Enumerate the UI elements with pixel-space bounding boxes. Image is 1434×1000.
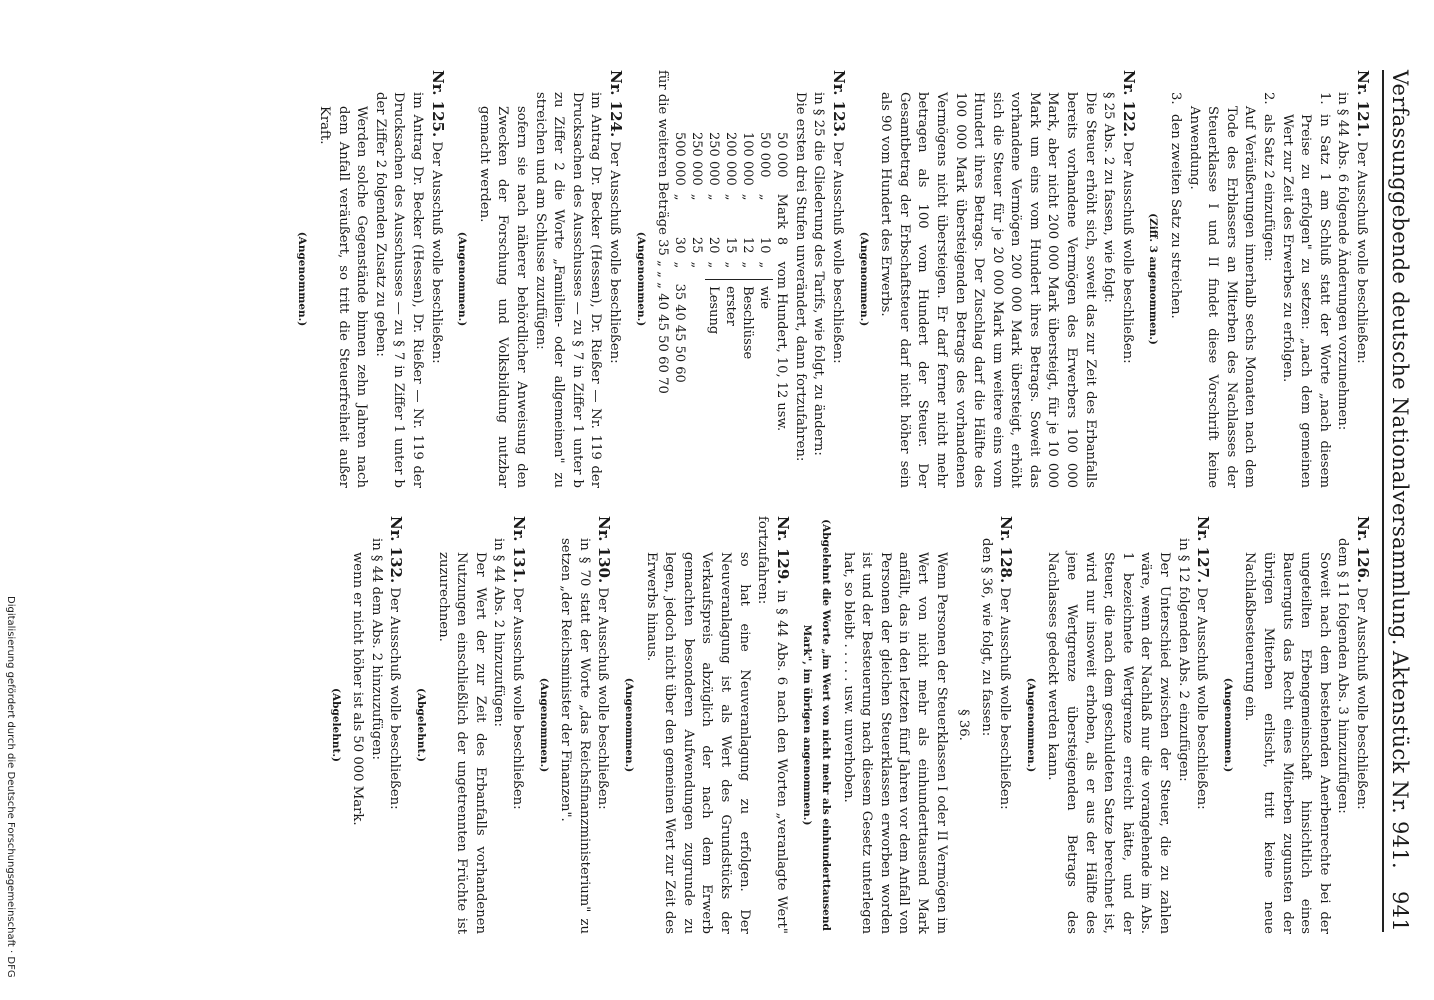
item-number: Nr. 132. [387, 516, 406, 584]
table-row: 500 000 „ 30 „ 35 40 45 50 60 [672, 132, 688, 383]
item-number: Nr. 127. [1194, 516, 1213, 584]
result-note: (Angenommen.) [1221, 677, 1234, 773]
table-row: 50 000 Mark 8 vom Hundert, 10, 12 usw. [774, 132, 790, 432]
item-intro: Der Ausschuß wolle beschließen: [1354, 141, 1369, 364]
list-number: 3. [1168, 92, 1184, 105]
item-text: den § 36, wie folgt, zu fassen: [978, 538, 994, 737]
item-text: in § 25 die Gliederung des Tarifs, wie folgt, zu ändern: [811, 92, 827, 456]
result-note: (Angenommen.) [623, 677, 636, 773]
item-nr-123 [631, 70, 848, 488]
table-row: 50 000 „ 10 „ wie [756, 128, 773, 435]
item-nr-125 [293, 70, 447, 488]
list-text: den zweiten Satz zu streichen. [1168, 114, 1184, 319]
item-intro: Der Ausschuß wolle beschließen: [387, 587, 403, 810]
list-text: als Satz 2 einzufügen: [1261, 114, 1277, 262]
quoted-text: wenn er nicht höher ist als 50 000 Mark. [350, 552, 366, 826]
item-nr-122 [854, 70, 1138, 488]
quoted-text: so hat eine Neuveranlagung zu erfolgen. Der Neuveranlagung ist als Wert des Grundstücks der Verkaufspreis abzüglich der nach dem Erwerb gemachten besonderen Aufwendungen zugrunde zu legen, jedoch nicht über den gemeinen Wert zur Zeit des Erwerbs hinaus. [643, 552, 752, 934]
item-intro: Der Ausschuß wolle beschließen: [1119, 141, 1135, 364]
result-note: (Angenommen.) [296, 231, 309, 327]
item-number: Nr. 130. [595, 516, 614, 584]
item-number: Nr. 123. [829, 70, 848, 138]
list-number: 2. [1261, 92, 1277, 105]
item-nr-126 [1218, 516, 1372, 934]
item-text: in § 44 Abs. 6 folgende Änderungen vorzunehmen: [1335, 92, 1351, 431]
item-text: in § 44 Abs. 2 hinzuzufügen: [491, 538, 507, 728]
list-number: 1. [1316, 92, 1332, 105]
item-number: Nr. 126. [1354, 516, 1372, 584]
item-nr-130 [534, 516, 613, 934]
result-note: (Abgelehnt.) [329, 688, 342, 762]
quoted-text: Werden solche Gegenstände binnen zehn Jahren nach dem Anfall veräußert, so tritt die Steuerfreiheit außer Kraft. [317, 106, 370, 488]
item-number: Nr. 131. [510, 516, 529, 584]
item-number: Nr. 122. [1119, 70, 1138, 138]
table-row: 250 000 „ 20 „ Lesung [705, 128, 722, 435]
item-nr-124 [453, 70, 625, 488]
quoted-text: Die Steuer erhöht sich, soweit das zur Zeit des Erbanfalls bereits vorhandene Vermögen des Erwerbers 100 000 Mark, aber nicht 200 000 Mark übersteigt, für je 10 000 Mark um eins vom Hundert ihres Betrags. Soweit das vorhandene Vermögen 200 000 Mark übersteigt, erhöht sich die Steuer für je 20 000 Mark um weitere eins vom Hundert ihres Betrags. Der Zuschlag darf die Hälfte des 100 000 Mark übersteigenden Betrags des vorhandenen Vermögens nicht übersteigen. Er darf ferner nicht mehr betragen als 100 vom Hundert der Steuer. Der Gesamtbetrag der Erbschaftsteuer darf nicht höher sein als 90 vom Hundert des Erwerbs. [878, 92, 1098, 488]
quoted-text: sofern sie nach näherer behördlicher Anweisung den Zwecken der Forschung und Volksbildung nutzbar gemacht werden. [476, 106, 530, 488]
item-nr-128 [798, 516, 1016, 934]
quoted-text: Die ersten drei Stufen unverändert, dann fortzufahren: [792, 92, 808, 462]
item-text: in § 12 folgenden Abs. 2 einzufügen: [1175, 538, 1191, 782]
quoted-text: Auf Veräußerungen innerhalb sechs Monaten nach dem Tode des Erblassers an Miterben des Nachlasses der Steuerklasse I und II findet diese Vorschrift keine Anwendung. [1186, 106, 1258, 488]
rate-table [671, 128, 790, 435]
item-intro: Der Ausschuß wolle beschließen: [607, 141, 622, 364]
item-intro: Der Ausschuß wolle beschließen: [829, 141, 845, 364]
table-row: 200 000 „ 15 „ erster [722, 128, 739, 435]
item-nr-127 [1021, 516, 1212, 934]
result-note: (Angenommen.) [634, 231, 647, 327]
item-text: im Antrag Dr. Becker (Hessen), Dr. Rießer — Nr. 119 der Drucksachen des Ausschusses — zu § 7 in Ziffer 1 unter b zu Ziffer 2 die Worte „Familien- oder allgemeinen" zu streichen und am Schlusse zuzufügen: [532, 92, 604, 488]
quoted-text: Soweit nach dem bestehenden Anerbenrechte bei der ungeteilten Erbengemeinschaft hinsichtlich eines Bauernguts das Recht eines Miterben zugunsten der übrigen Miterben erlischt, tritt keine neue Nachlaßbesteuerung ein. [1242, 552, 1332, 934]
document-reference: Aktenstück Nr. 941. [1388, 650, 1412, 870]
page-number: 941 [1388, 891, 1412, 932]
item-number: Nr. 129. [773, 516, 792, 585]
result-note: (Abgelehnt.) [415, 688, 428, 762]
item-nr-132 [326, 516, 405, 934]
item-intro: Der Ausschuß wolle beschließen: [1354, 587, 1369, 810]
table-row: 100 000 „ 12 „ Beschlüsse [739, 128, 756, 435]
item-text: in § 70 statt der Worte „das Reichsfinanzministerium" zu setzen „der Reichsminister der Finanzen". [558, 538, 592, 934]
item-number: Nr. 125. [428, 70, 447, 138]
result-note: (Abgelehnt die Worte „im Wert von nicht mehr als einhunderttausend Mark", im übrigen angenommen.) [801, 519, 832, 931]
item-intro: Der Ausschuß wolle beschließen: [997, 587, 1013, 810]
item-nr-131 [412, 516, 529, 934]
item-text: in § 44 Abs. 6 nach den Worten „veranlagte Wert" fortzufahren: [755, 516, 789, 934]
item-number: Nr. 128. [997, 516, 1016, 584]
list-text: in Satz 1 am Schluß statt der Worte „nach diesem Preise zu erfolgen" zu setzen: „nach dem gemeinen Wert zur Zeit des Erwerbes zu erfolgen. [1279, 114, 1332, 488]
result-note: (Angenommen.) [1024, 677, 1037, 773]
item-number: Nr. 124. [607, 70, 625, 138]
item-intro: Der Ausschuß wolle beschließen: [510, 587, 526, 810]
section-heading: § 36. [956, 709, 972, 741]
item-intro: Der Ausschuß wolle beschließen: [428, 141, 444, 364]
result-note: (Angenommen.) [857, 231, 870, 327]
item-text: § 25 Abs. 2 zu fassen, wie folgt: [1101, 92, 1117, 303]
result-note: (Angenommen.) [537, 677, 550, 773]
quoted-text: Der Wert der zur Zeit des Erbanfalls vorhandenen Nutzungen einschließlich der ungetrennten Früchte ist zuzurechnen. [435, 552, 488, 934]
quoted-text: Wenn Personen der Steuerklassen I oder II Vermögen im Wert von nicht mehr als einhunderttausend Mark anfällt, das in den letzten fünf Jahren vor dem Anfall von Personen der gleichen Steuerklassen erworben worden ist und der Besteuerung nach diesem Gesetz unterlegen hat, so bleibt . . . . . usw. unverhoben. [840, 552, 949, 934]
item-intro: Der Ausschuß wolle beschließen: [595, 587, 611, 810]
left-column [287, 70, 1372, 488]
item-number: Nr. 121. [1354, 70, 1372, 138]
item-text: im Antrag Dr. Becker (Hessen), Dr. Rießer — Nr. 119 der Drucksachen des Ausschusses — zu § 7 in Ziffer 1 unter b der Ziffer 2 folgenden Zusatz zu geben: [372, 92, 426, 488]
digitization-note: Digitalisierung gefördert durch die Deutsche Forschungsgemeinschaft · DFG [5, 596, 16, 978]
page-header [1382, 70, 1412, 932]
quoted-text: Der Unterschied zwischen der Steuer, die zu zahlen wäre, wenn der Nachlaß nur die vorangehende im Abs. 1 bezeichnete Wertgrenze erreicht hätte, und der Steuer, die nach dem geschuldeten Satze berechnet ist, wird nur insoweit erhoben, als er aus der Hälfte des jene Wertgrenze übersteigenden Betrags des Nachlasses gedeckt werden kann. [1045, 552, 1173, 934]
item-nr-121 [1144, 70, 1372, 488]
result-note: (Angenommen.) [456, 231, 469, 327]
table-last-line: für die weiteren Beträge 35 „ „ „ [655, 70, 671, 289]
item-intro: Der Ausschuß wolle beschließen: [1194, 587, 1210, 810]
item-text: in § 44 dem Abs. 2 hinzuzufügen: [368, 538, 384, 760]
table-row: 250 000 „ 25 „ [689, 132, 705, 269]
item-nr-129 [619, 516, 791, 934]
item-text: dem § 11 folgenden Abs. 3 hinzuzufügen: [1335, 538, 1351, 814]
page-title: Verfassunggebende deutsche Nationalversammlung. [1388, 70, 1412, 646]
table-last-numbers: 40 45 50 60 70 [655, 293, 671, 394]
result-note: (Ziff. 3 angenommen.) [1147, 213, 1160, 345]
right-column [287, 516, 1372, 934]
